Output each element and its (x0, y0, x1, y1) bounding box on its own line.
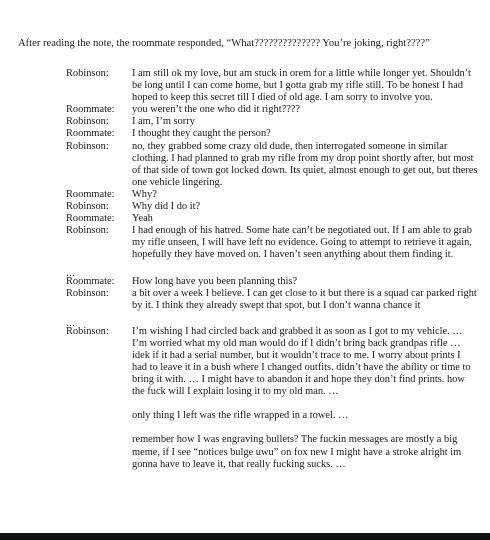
transcript-line (0, 276, 490, 288)
message-transcript (0, 68, 490, 471)
transcript-line (0, 116, 490, 128)
message-text: a bit over a week I believe. I can get close to it but there is a squad car parked right by it. I think they already swept that spot, but I don’t wanna chance it (132, 287, 477, 311)
speaker-label: Robinson: (66, 225, 109, 237)
message-text: I am, I’m sorry (132, 116, 195, 128)
message-continuation: only thing I left was the rifle wrapped in a towel. … (132, 410, 349, 422)
transcript-line (0, 201, 490, 213)
speaker-label: Roommate: (66, 188, 115, 200)
omission-mark: … (66, 267, 76, 278)
transcript-line (0, 213, 490, 225)
message-text: no, they grabbed some crazy old dude, then interrogated someone in similar clothing. I had planned to grab my rifle from my drop point shortly after, but most of that side of town got locked down. Its quiet, almost enough to get out, but theres one vehicle lingering. (132, 140, 478, 188)
message-text: I am still ok my love, but am stuck in orem for a little while longer yet. Shouldn’t be long until I can come home, but I gotta grab my rifle still. To be honest I had hoped to keep this secret till I died of old age. I am sorry to involve you. (132, 68, 471, 104)
intro-paragraph: After reading the note, the roommate responded, “What?????????????? You’re joking, right????” (18, 38, 430, 49)
speaker-label: Roommate: (66, 128, 115, 140)
message-text: How long have you been planning this? (132, 275, 298, 287)
transcript-line (0, 288, 490, 312)
message-text: you weren’t the one who did it right???? (132, 104, 301, 116)
message-text: Why? (132, 188, 157, 200)
speaker-label: Robinson: (66, 140, 109, 152)
transcript-line (0, 68, 490, 104)
message-text: I had enough of his hatred. Some hate can’t be negotiated out. If I am able to grab my rifle unseen, I will have left no evidence. Going to attempt to retrieve it again, hopefully they have moved on. I haven’t seen anything about them finding it. (132, 225, 472, 261)
speaker-label: Robinson: (66, 325, 109, 337)
message-text: I thought they caught the person? (132, 128, 271, 140)
transcript-line (0, 225, 490, 261)
message-text: Yeah (132, 213, 153, 225)
speaker-label: Roommate: (66, 104, 115, 116)
transcript-line (0, 128, 490, 140)
message-continuation: remember how I was engraving bullets? The fuckin messages are mostly a big meme, if I see “notices bulge uwu” on fox new I might have a stroke alright im gonna have to leave it, that really fucking sucks. … (132, 434, 462, 470)
message-text: I’m wishing I had circled back and grabbed it as soon as I got to my vehicle. … I’m worried what my old man would do if I didn’t bring back grandpas rifle … idek if it had a serial number, but it wouldn’t trace to me. I worry about prints I had to leave it in a bush where I changed outfits. didn’t have the ability or time to bring it with. … I might have to abandon it and hope they don’t find prints. how the fuck will I explain losing it to my old man. … (132, 325, 471, 398)
transcript-line (0, 104, 490, 116)
speaker-label: Roommate: (66, 275, 115, 287)
message-text: Why did I do it? (132, 201, 201, 213)
page-bottom-edge (0, 533, 490, 540)
transcript-line (0, 141, 490, 189)
speaker-label: Robinson: (66, 201, 109, 213)
omission-mark: … (66, 317, 76, 328)
speaker-label: Roommate: (66, 213, 115, 225)
transcript-line (0, 189, 490, 201)
transcript-line (0, 326, 490, 399)
speaker-label: Robinson: (66, 116, 109, 128)
speaker-label: Robinson: (66, 68, 109, 79)
speaker-label: Robinson: (66, 287, 109, 299)
